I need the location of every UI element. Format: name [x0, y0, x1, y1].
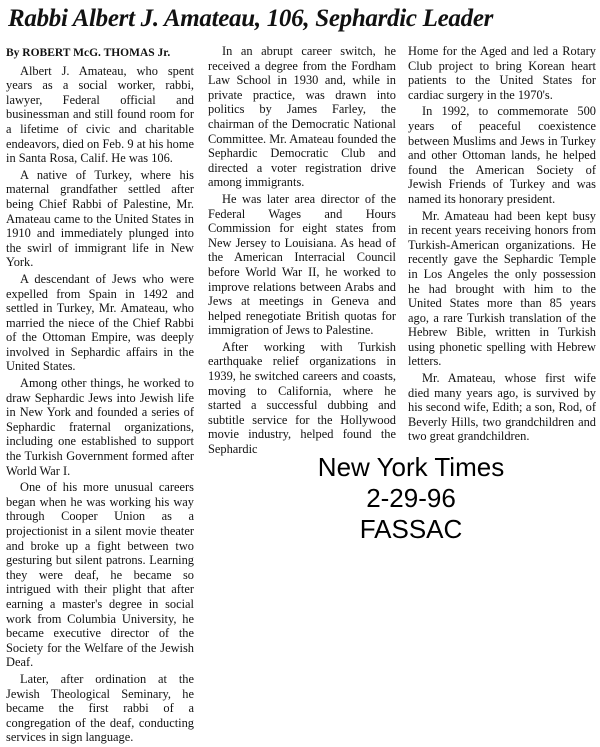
source-publication: New York Times	[317, 452, 505, 482]
paragraph: A descendant of Jews who were expelled from Spain in 1492 and settled in Turkey, Mr. Amateau, who married the niece of the Chief Rabbi of the Ottoman Empire, was deeply involved in Sephardic affairs in the United States.	[6, 271, 194, 374]
paragraph: Mr. Amateau had been kept busy in recent years receiving honors from Turkish-American organizations. He recently gave the Sephardic Temple in Los Angeles the only possession he had brought with him to the United States more than 85 years ago, a rare Turkish translation of the Hebrew Bible, written in Turkish using phonetic spelling with Hebrew letters.	[408, 208, 596, 369]
paragraph: Among other things, he worked to draw Sephardic Jews into Jewish life in New York and founded a series of Sephardic fraternal organizations, including one established to support the Turkish Government formed after World War I.	[6, 376, 194, 478]
paragraph: In an abrupt career switch, he received a degree from the Fordham Law School in 1930 and, while in private practice, was drawn into politics by James Farley, the chairman of the Democratic National Committee. Mr. Amateau founded the Sephardic Democratic Club and directed a voter registration drive among immigrants.	[208, 44, 396, 190]
paragraph: He was later area director of the Federal Wages and Hours Commission for eight states from New Jersey to Louisiana. As head of the American Interracial Council before World War II, he worked to improve relations between Arabs and Jews at meetings in Geneva and helped renegotiate British quotas for immigration of Jews to Palestine.	[208, 191, 396, 338]
byline: By ROBERT McG. THOMAS Jr.	[6, 47, 171, 59]
paragraph: Later, after ordination at the Jewish Theological Seminary, he became the first rabbi of a congregation of the deaf, conducting services in sign language.	[6, 671, 194, 745]
paragraph: One of his more unusual careers began when he was working his way through Cooper Union as a projectionist in a silent movie theater and broke up a fight between two gesturing but silent patrons. Learning they were deaf, he became so intrigued with their plight that after earning a master's degree in social work from Columbia University, he became executive director of the Society for the Welfare of the Jewish Deaf.	[6, 480, 194, 670]
source-date: 2-29-96	[366, 483, 456, 513]
paragraph: Mr. Amateau, whose first wife died many years ago, is survived by his second wife, Edith; a son, Rod, of Beverly Hills, two grandchildren and two great grandchildren.	[408, 371, 596, 444]
paragraph-continuation: Home for the Aged and led a Rotary Club project to bring Korean heart patients to the United States for cardiac surgery in the 1970's.	[408, 44, 596, 102]
paragraph: In 1992, to commemorate 500 years of peaceful coexistence between Muslims and Jews in Turkey and other Ottoman lands, he helped found the American Society of Jewish Friends of Turkey and was named its honorary president.	[408, 104, 596, 206]
headline: Rabbi Albert J. Amateau, 106, Sephardic Leader	[8, 5, 494, 32]
article-column-3	[408, 44, 596, 446]
paragraph: A native of Turkey, where his maternal grandfather settled after being Chief Rabbi of Palestine, Mr. Amateau came to the United States in 1910 and immediately plunged into the swirl of immigrant life in New York.	[6, 167, 194, 270]
source-annotation	[258, 452, 564, 545]
article-column-1	[6, 46, 194, 747]
article-column-2	[208, 44, 396, 459]
source-archive: FASSAC	[359, 514, 463, 544]
paragraph: Albert J. Amateau, who spent years as a social worker, rabbi, lawyer, Federal official and businessman and still found room for a lifetime of civic and charitable endeavors, died on Feb. 9 at his home in Santa Rosa, Calif. He was 106.	[6, 63, 194, 166]
paragraph: After working with Turkish earthquake relief organizations in 1939, he switched careers and coasts, moving to California, where he started a successful dubbing and subtitle service for the Hollywood movie industry, helped found the Sephardic	[208, 339, 396, 457]
